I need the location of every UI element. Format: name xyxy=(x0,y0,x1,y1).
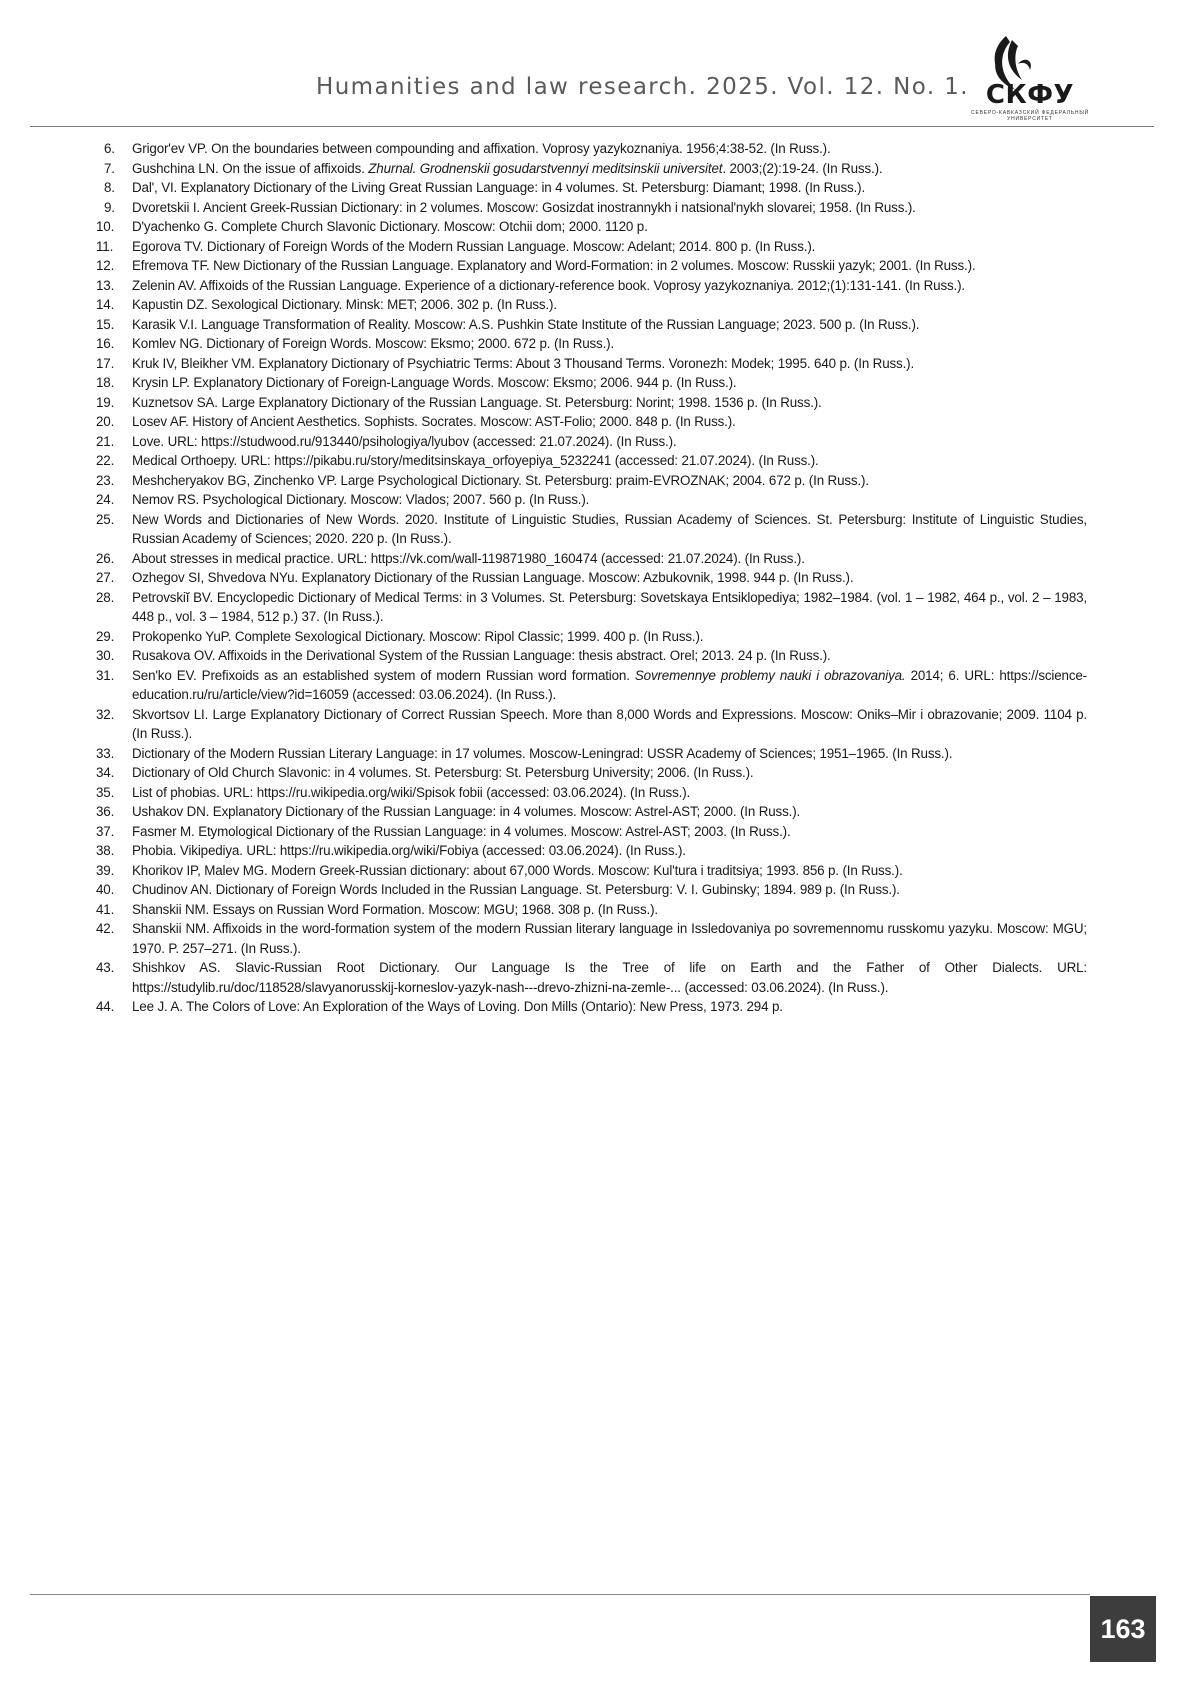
reference-number: 15. xyxy=(96,315,114,335)
reference-text: Kapustin DZ. Sexological Dictionary. Minsk: MET; 2006. 302 p. (In Russ.). xyxy=(132,297,557,312)
reference-item xyxy=(92,900,1087,920)
reference-item xyxy=(92,646,1087,666)
reference-text: Nemov RS. Psychological Dictionary. Moscow: Vlados; 2007. 560 p. (In Russ.). xyxy=(132,492,589,507)
reference-item xyxy=(92,666,1087,705)
reference-item xyxy=(92,354,1087,374)
reference-text: Komlev NG. Dictionary of Foreign Words. Moscow: Eksmo; 2000. 672 p. (In Russ.). xyxy=(132,336,614,351)
reference-number: 39. xyxy=(96,861,114,881)
reference-text: Prokopenko YuP. Complete Sexological Dictionary. Moscow: Ripol Classic; 1999. 400 p. (In Russ.). xyxy=(132,629,703,644)
reference-number: 30. xyxy=(96,646,114,666)
logo-subtitle: СЕВЕРО-КАВКАЗСКИЙ ФЕДЕРАЛЬНЫЙ УНИВЕРСИТЕТ xyxy=(970,110,1090,122)
reference-number: 19. xyxy=(96,393,114,413)
logo-text: СКФУ xyxy=(970,80,1090,110)
reference-number: 6. xyxy=(104,139,115,159)
reference-item xyxy=(92,237,1087,257)
reference-number: 34. xyxy=(96,763,114,783)
reference-item xyxy=(92,393,1087,413)
reference-item xyxy=(92,822,1087,842)
reference-item xyxy=(92,568,1087,588)
reference-number: 35. xyxy=(96,783,114,803)
reference-text: . 2003;(2):19-24. (In Russ.). xyxy=(722,161,882,176)
reference-number: 37. xyxy=(96,822,114,842)
reference-text: Efremova TF. New Dictionary of the Russian Language. Explanatory and Word-Formation: in 2 volumes. Moscow: Russkii yazyk; 2001. (In Russ.). xyxy=(132,258,975,273)
reference-text: Skvortsov LI. Large Explanatory Dictionary of Correct Russian Speech. More than 8,000 Words and Expressions. Moscow: Oniks–Mir i obrazovanie; 2009. 1104 p. (In Russ.). xyxy=(132,707,1087,742)
reference-text: Egorova TV. Dictionary of Foreign Words of the Modern Russian Language. Moscow: Adelant; 2014. 800 p. (In Russ.). xyxy=(132,239,815,254)
journal-title: Humanities and law research. 2025. Vol. 12. No. 1. xyxy=(316,74,969,100)
reference-item xyxy=(92,178,1087,198)
reference-number: 26. xyxy=(96,549,114,569)
reference-item xyxy=(92,744,1087,764)
reference-number: 43. xyxy=(96,958,114,978)
reference-item xyxy=(92,217,1087,237)
reference-item xyxy=(92,880,1087,900)
reference-number: 12. xyxy=(96,256,114,276)
reference-item xyxy=(92,861,1087,881)
reference-text: List of phobias. URL: https://ru.wikipedia.org/wiki/Spisok fobii (accessed: 03.06.2024). (In Russ.). xyxy=(132,785,690,800)
reference-text: Khorikov IP, Malev MG. Modern Greek-Russian dictionary: about 67,000 Words. Moscow: Kul'tura i traditsiya; 1993. 856 p. (In Russ.). xyxy=(132,863,903,878)
reference-item xyxy=(92,802,1087,822)
reference-number: 38. xyxy=(96,841,114,861)
reference-text: Sen'ko EV. Prefixoids as an established system of modern Russian word formation. xyxy=(132,668,635,683)
reference-number: 36. xyxy=(96,802,114,822)
reference-item xyxy=(92,919,1087,958)
reference-number: 41. xyxy=(96,900,114,920)
reference-number: 25. xyxy=(96,510,114,530)
reference-number: 23. xyxy=(96,471,114,491)
reference-text: Dictionary of Old Church Slavonic: in 4 volumes. St. Petersburg: St. Petersburg University; 2006. (In Russ.). xyxy=(132,765,753,780)
reference-item xyxy=(92,510,1087,549)
reference-number: 10. xyxy=(96,217,114,237)
reference-text: Krysin LP. Explanatory Dictionary of Foreign-Language Words. Moscow: Eksmo; 2006. 944 p. (In Russ.). xyxy=(132,375,737,390)
reference-text: 2014; 6. URL: https://science-education.ru/ru/article/view?id=16059 (accessed: 03.06.2024). (In Russ.). xyxy=(132,668,1087,703)
reference-text: Phobia. Vikipediya. URL: https://ru.wikipedia.org/wiki/Fobiya (accessed: 03.06.2024). (In Russ.). xyxy=(132,843,686,858)
reference-journal-italic: Sovremennye problemy nauki i obrazovaniya. xyxy=(635,668,906,683)
reference-number: 14. xyxy=(96,295,114,315)
page-number: 163 xyxy=(1090,1596,1156,1662)
reference-item xyxy=(92,451,1087,471)
reference-item xyxy=(92,198,1087,218)
reference-number: 18. xyxy=(96,373,114,393)
reference-text: Gushchina LN. On the issue of affixoids. xyxy=(132,161,368,176)
reference-text: About stresses in medical practice. URL: https://vk.com/wall-119871980_160474 (accessed: 21.07.2024). (In Russ.). xyxy=(132,551,805,566)
reference-item xyxy=(92,588,1087,627)
reference-number: 9. xyxy=(104,198,115,218)
reference-journal-italic: Zhurnal. Grodnenskii gosudarstvennyi meditsinskii universitet xyxy=(368,161,722,176)
reference-text: Shanskii NM. Affixoids in the word-formation system of the modern Russian literary language in Issledovaniya po sovremennomu russkomu yazyku. Moscow: MGU; 1970. P. 257–271. (In Russ.). xyxy=(132,921,1087,956)
reference-item xyxy=(92,783,1087,803)
reference-number: 24. xyxy=(96,490,114,510)
university-logo xyxy=(970,30,1090,126)
reference-item xyxy=(92,705,1087,744)
reference-number: 22. xyxy=(96,451,114,471)
reference-item xyxy=(92,139,1087,159)
reference-item xyxy=(92,295,1087,315)
reference-number: 8. xyxy=(104,178,115,198)
reference-text: Medical Orthoepy. URL: https://pikabu.ru/story/meditsinskaya_orfoyepiya_5232241 (accessed: 21.07.2024). (In Russ.). xyxy=(132,453,819,468)
reference-item xyxy=(92,627,1087,647)
reference-number: 7. xyxy=(104,159,115,179)
reference-text: Ushakov DN. Explanatory Dictionary of the Russian Language: in 4 volumes. Moscow: Astrel-AST; 2000. (In Russ.). xyxy=(132,804,800,819)
reference-text: Grigor'ev VP. On the boundaries between compounding and affixation. Voprosy yazykoznaniya. 1956;4:38-52. (In Russ.). xyxy=(132,141,831,156)
reference-item xyxy=(92,412,1087,432)
reference-item xyxy=(92,490,1087,510)
reference-text: Love. URL: https://studwood.ru/913440/psihologiya/lyubov (accessed: 21.07.2024). (In Russ.). xyxy=(132,434,676,449)
reference-text: Ozhegov SI, Shvedova NYu. Explanatory Dictionary of the Russian Language. Moscow: Azbukovnik, 1998. 944 p. (In Russ.). xyxy=(132,570,853,585)
reference-item xyxy=(92,276,1087,296)
reference-number: 17. xyxy=(96,354,114,374)
reference-number: 42. xyxy=(96,919,114,939)
reference-item xyxy=(92,958,1087,997)
reference-text: Dal', VI. Explanatory Dictionary of the Living Great Russian Language: in 4 volumes. St. Petersburg: Diamant; 1998. (In Russ.). xyxy=(132,180,865,195)
reference-item xyxy=(92,471,1087,491)
reference-item xyxy=(92,159,1087,179)
reference-text: Meshcheryakov BG, Zinchenko VP. Large Psychological Dictionary. St. Petersburg: praim-EVROZNAK; 2004. 672 p. (In Russ.). xyxy=(132,473,869,488)
reference-text: Zelenin AV. Affixoids of the Russian Language. Experience of a dictionary-reference book. Voprosy yazykoznaniya. 2012;(1):131-141. (In Russ.). xyxy=(132,278,965,293)
reference-number: 16. xyxy=(96,334,114,354)
reference-item xyxy=(92,549,1087,569)
reference-text: Fasmer M. Etymological Dictionary of the Russian Language: in 4 volumes. Moscow: Astrel-AST; 2003. (In Russ.). xyxy=(132,824,791,839)
reference-text: Lee J. A. The Colors of Love: An Exploration of the Ways of Loving. Don Mills (Ontario): New Press, 1973. 294 p. xyxy=(132,999,783,1014)
reference-number: 20. xyxy=(96,412,114,432)
reference-text: Dictionary of the Modern Russian Literary Language: in 17 volumes. Moscow-Leningrad: USSR Academy of Sciences; 1951–1965. (In Russ.). xyxy=(132,746,952,761)
reference-number: 29. xyxy=(96,627,114,647)
reference-number: 27. xyxy=(96,568,114,588)
reference-item xyxy=(92,256,1087,276)
reference-number: 28. xyxy=(96,588,114,608)
reference-text: Kruk IV, Bleikher VM. Explanatory Dictionary of Psychiatric Terms: About 3 Thousand Terms. Voronezh: Modek; 1995. 640 p. (In Russ.). xyxy=(132,356,914,371)
reference-text: Karasik V.I. Language Transformation of Reality. Moscow: A.S. Pushkin State Institute of the Russian Language; 2023. 500 p. (In Russ.). xyxy=(132,317,919,332)
reference-text: Shanskii NM. Essays on Russian Word Formation. Moscow: MGU; 1968. 308 p. (In Russ.). xyxy=(132,902,658,917)
reference-text: Dvoretskii I. Ancient Greek-Russian Dictionary: in 2 volumes. Moscow: Gosizdat inostrannykh i natsional'nykh slovarei; 1958. (In Russ.). xyxy=(132,200,916,215)
reference-item xyxy=(92,334,1087,354)
reference-item xyxy=(92,841,1087,861)
reference-number: 13. xyxy=(96,276,114,296)
reference-text: Shishkov AS. Slavic-Russian Root Dictionary. Our Language Is the Tree of life on Earth and the Father of Other Dialects. URL: https://studylib.ru/doc/118528/slavyanorusskij-korneslov-yazyk-nash---drevo-zhizni-na-zemle-... (accessed: 03.06.2024). (In Russ.). xyxy=(132,960,1087,995)
reference-number: 33. xyxy=(96,744,114,764)
reference-number: 31. xyxy=(96,666,114,686)
reference-item xyxy=(92,373,1087,393)
footer-divider xyxy=(30,1594,1090,1595)
reference-item xyxy=(92,432,1087,452)
reference-number: 44. xyxy=(96,997,114,1017)
reference-number: 21. xyxy=(96,432,114,452)
reference-text: Losev AF. History of Ancient Aesthetics. Sophists. Socrates. Moscow: AST-Folio; 2000. 848 p. (In Russ.). xyxy=(132,414,736,429)
reference-number: 11. xyxy=(96,237,113,257)
reference-text: Petrovskiĭ BV. Encyclopedic Dictionary of Medical Terms: in 3 Volumes. St. Petersburg: Sovetskaya Entsiklopediya; 1982–1984. (vol. 1 – 1982, 464 p., vol. 2 – 1983, 448 p., vol. 3 – 1984, 512 p.) 37. (In Russ.). xyxy=(132,590,1087,625)
reference-number: 32. xyxy=(96,705,114,725)
reference-text: Rusakova OV. Affixoids in the Derivational System of the Russian Language: thesis abstract. Orel; 2013. 24 p. (In Russ.). xyxy=(132,648,831,663)
header-divider xyxy=(30,126,1154,127)
reference-text: D'yachenko G. Complete Church Slavonic Dictionary. Moscow: Otchii dom; 2000. 1120 p. xyxy=(132,219,648,234)
reference-item xyxy=(92,763,1087,783)
reference-text: New Words and Dictionaries of New Words. 2020. Institute of Linguistic Studies, Russian Academy of Sciences. St. Petersburg: Institute of Linguistic Studies, Russian Academy of Sciences; 2020. 220 p. (In Russ.). xyxy=(132,512,1087,547)
reference-text: Chudinov AN. Dictionary of Foreign Words Included in the Russian Language. St. Petersburg: V. I. Gubinsky; 1894. 989 p. (In Russ.). xyxy=(132,882,900,897)
reference-text: Kuznetsov SA. Large Explanatory Dictionary of the Russian Language. St. Petersburg: Norint; 1998. 1536 p. (In Russ.). xyxy=(132,395,822,410)
reference-number: 40. xyxy=(96,880,114,900)
reference-item xyxy=(92,315,1087,335)
reference-item xyxy=(92,997,1087,1017)
reference-list xyxy=(92,139,1087,1017)
